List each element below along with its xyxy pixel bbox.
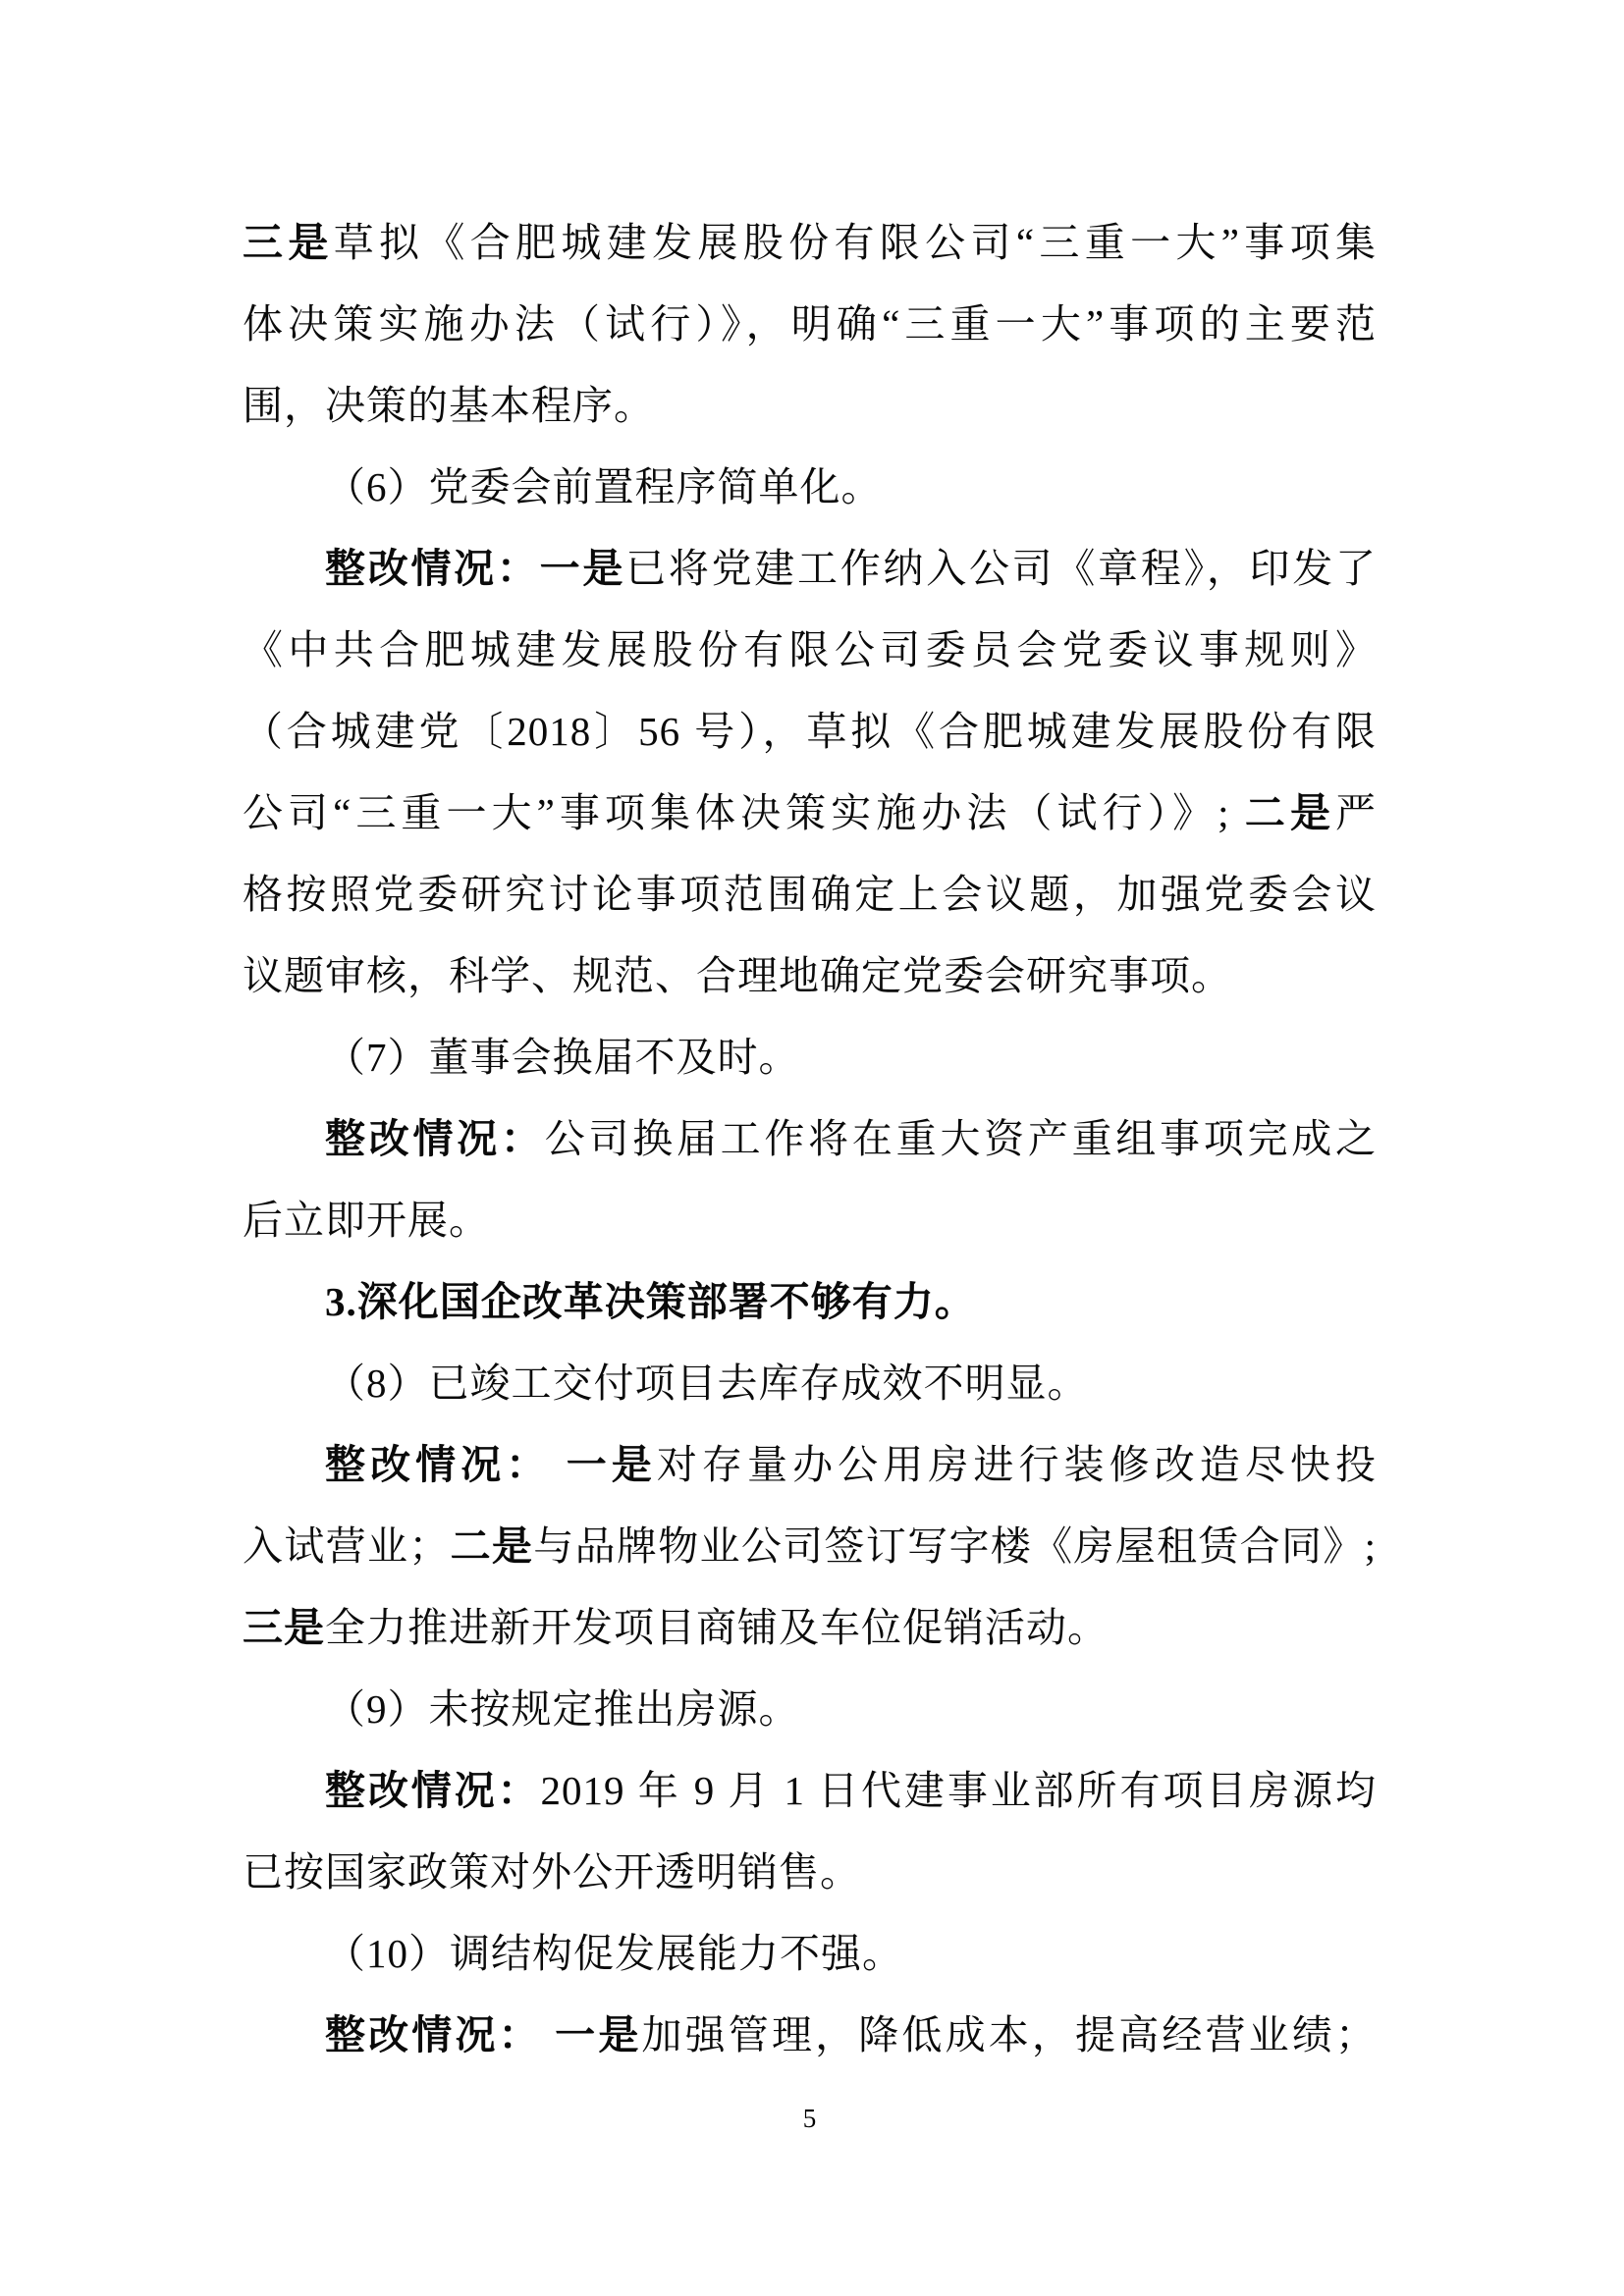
document-body [243, 202, 1377, 2133]
bold-text-segment: 二是 [450, 1523, 534, 1569]
text-line [243, 935, 1377, 1017]
bold-text-segment: 整改情况： 一是 [325, 2012, 642, 2057]
text-line [243, 1261, 1377, 1343]
text-segment: （8）已竣工交付项目去库存成效不明显。 [325, 1361, 1089, 1406]
bold-text-segment: 三是 [243, 220, 334, 265]
text-line [243, 773, 1377, 854]
text-segment: 全力推进新开发项目商铺及车位促销活动。 [325, 1605, 1109, 1650]
text-segment: 体决策实施办法（试行）》，明确“三重一大”事项的主要范 [243, 301, 1377, 347]
text-line [243, 1995, 1377, 2076]
text-segment: 议题审核，科学、规范、合理地确定党委会研究事项。 [243, 953, 1232, 998]
text-segment: 《中共合肥城建发展股份有限公司委员会党委议事规则》 [243, 627, 1377, 672]
text-segment: 已将党建工作纳入公司《章程》，印发了 [625, 546, 1378, 591]
text-line [243, 1180, 1377, 1261]
text-segment: 后立即开展。 [243, 1198, 490, 1243]
text-segment: （6）党委会前置程序简单化。 [325, 464, 883, 509]
text-segment: 公司换届工作将在重大资产重组事项完成之 [544, 1116, 1378, 1161]
text-segment: （10）调结构促发展能力不强。 [325, 1931, 903, 1976]
text-line [243, 1017, 1377, 1098]
text-line [243, 202, 1377, 284]
text-segment: 公司“三重一大”事项集体决策实施办法（试行）》; [243, 790, 1245, 835]
bold-text-segment: 整改情况： [325, 1116, 545, 1161]
text-line [243, 1098, 1377, 1180]
bold-text-segment: 三是 [243, 1605, 325, 1650]
text-line [243, 1424, 1377, 1506]
text-line [243, 854, 1377, 935]
page-number: 5 [802, 2104, 817, 2133]
text-line [243, 1587, 1377, 1669]
text-segment: 与品牌物业公司签订写字楼《房屋租赁合同》; [533, 1523, 1378, 1569]
text-segment: 2019 年 9 月 1 日代建事业部所有项目房源均 [540, 1768, 1377, 1813]
text-line [243, 1669, 1377, 1750]
bold-text-segment: 整改情况： [325, 1768, 541, 1813]
bold-text-segment: 整改情况：一是 [325, 546, 626, 591]
text-line [243, 1750, 1377, 1832]
text-segment: （9）未按规定推出房源。 [325, 1686, 800, 1732]
text-segment: 严 [1335, 790, 1378, 835]
text-segment: 加强管理，降低成本，提高经营业绩； [641, 2012, 1377, 2057]
bold-text-segment: 3.深化国企改革决策部署不够有力。 [325, 1279, 976, 1324]
text-line [243, 1913, 1377, 1995]
text-line [243, 1343, 1377, 1424]
text-line [243, 1832, 1377, 1913]
bold-text-segment: 二是 [1244, 790, 1336, 835]
text-line [243, 528, 1377, 610]
text-segment: 草拟《合肥城建发展股份有限公司“三重一大”事项集 [333, 220, 1377, 265]
text-segment: 入试营业； [243, 1523, 451, 1569]
text-segment: 已按国家政策对外公开透明销售。 [243, 1849, 861, 1895]
text-segment: 围，决策的基本程序。 [243, 383, 655, 428]
text-segment: （7）董事会换届不及时。 [325, 1035, 800, 1080]
text-line [243, 447, 1377, 528]
text-segment: 格按照党委研究讨论事项范围确定上会议题，加强党委会议 [243, 872, 1377, 917]
text-line [243, 691, 1377, 773]
text-line [243, 610, 1377, 691]
text-line [243, 284, 1377, 365]
text-line [243, 1506, 1377, 1587]
text-segment: （合城建党〔2018〕56 号），草拟《合肥城建发展股份有限 [243, 709, 1377, 754]
bold-text-segment: 整改情况： 一是 [325, 1442, 657, 1487]
text-line [243, 365, 1377, 447]
text-segment: 对存量办公用房进行装修改造尽快投 [656, 1442, 1377, 1487]
